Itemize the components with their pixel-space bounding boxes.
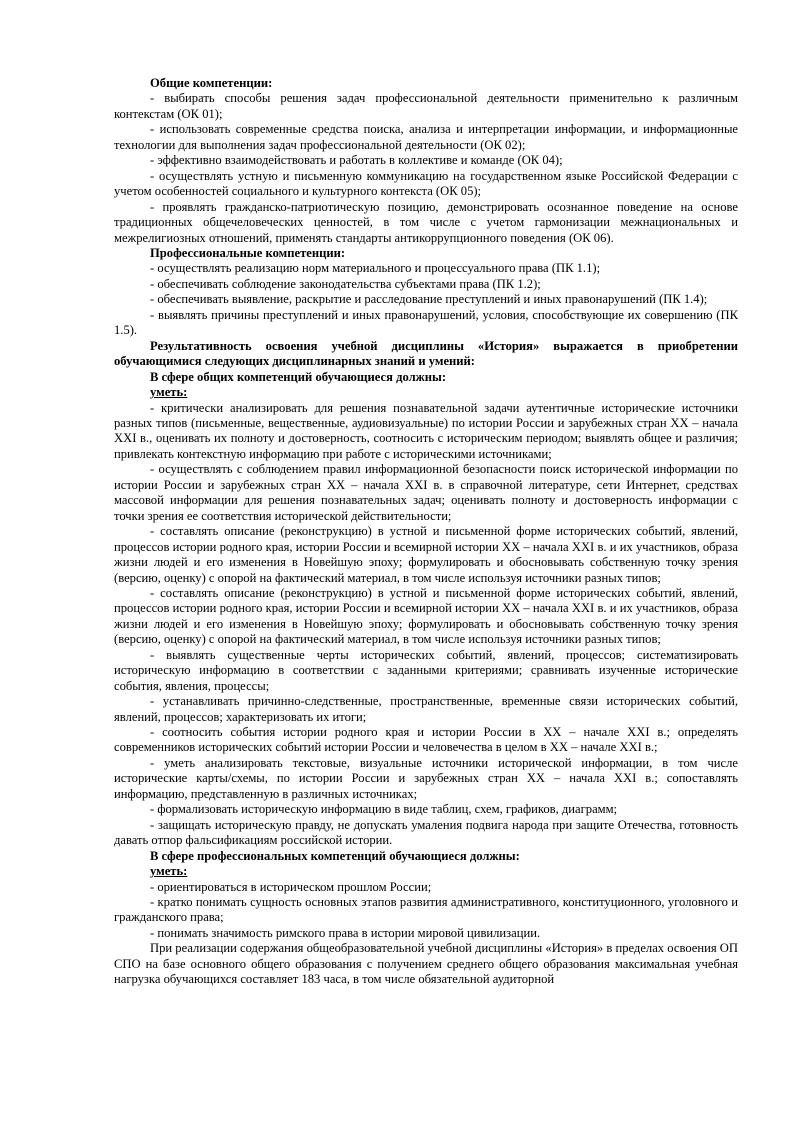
list-item: - ориентироваться в историческом прошлом России; <box>150 879 432 894</box>
list-item: - понимать значимость римского права в истории мировой цивилизации. <box>150 925 541 940</box>
list-item: - составлять описание (реконструкцию) в устной и письменной форме исторических событий, явлений, процессов истории родного края, истории России и всемирной истории XX – начала XXI в. и их участников, образа жизни людей и его изменения в Новейшую эпоху; формулировать и обосновывать собственную точку зрения (версию, оценку) с опорой на фактический материал, в том числе используя источники разных типов; <box>114 585 738 647</box>
list-item: - выявлять существенные черты исторических событий, явлений, процессов; систематизировать историческую информацию в соответствии с заданными критериями; сравнивать изученные исторические события, явления, процессы; <box>114 647 738 693</box>
subheading-skills: уметь: <box>150 385 188 400</box>
list-item: - эффективно взаимодействовать и работать в коллективе и команде (ОК 04); <box>150 153 563 168</box>
list-item: - осуществлять устную и письменную коммуникацию на государственном языке Российской Федерации с учетом особенностей социального и культурного контекста (ОК 05); <box>114 168 738 199</box>
list-item: - формализовать историческую информацию в виде таблиц, схем, графиков, диаграмм; <box>150 802 618 817</box>
subheading-skills: уметь: <box>150 864 188 879</box>
list-item: - соотносить события истории родного края и истории России в XX – начале XXI в.; определять современников исторических событий истории России и человечества в целом в XX – начале XXI в.; <box>114 725 738 755</box>
heading-professional-sphere: В сфере профессиональных компетенций обучающиеся должны: <box>150 848 520 863</box>
list-item: - устанавливать причинно-следственные, пространственные, временные связи исторических событий, явлений, процессов; характеризовать их итоги; <box>114 694 738 724</box>
list-item: - обеспечивать выявление, раскрытие и расследование преступлений и иных правонарушений (ПК 1.4); <box>150 292 708 307</box>
list-item: - кратко понимать сущность основных этапов развития административного, конституционного, уголовного и гражданского права; <box>114 895 738 925</box>
document-body <box>114 76 738 988</box>
list-item: - использовать современные средства поиска, анализа и интерпретации информации, и информационные технологии для выполнения задач профессиональной деятельности (ОК 02); <box>114 122 738 152</box>
body-paragraph: При реализации содержания общеобразовательной учебной дисциплины «История» в пределах освоения ОП СПО на базе основного общего образования с получением среднего общего образования максимальная учебная нагрузка обучающихся составляет 183 часа, в том числе обязательной аудиторной <box>114 941 738 987</box>
list-item: - составлять описание (реконструкцию) в устной и письменной форме исторических событий, явлений, процессов истории родного края, истории России и всемирной истории XX – начала XXI в. и их участников, образа жизни людей и его изменения в Новейшую эпоху; формулировать и обосновывать собственную точку зрения (версию, оценку) с опорой на фактический материал, в том числе используя источники разных типов; <box>114 524 738 585</box>
list-item: - уметь анализировать текстовые, визуальные источники исторической информации, в том числе исторические карты/схемы, по истории России и зарубежных стран XX – начала XXI в.; сопоставлять информацию, представленную в различных источниках; <box>114 755 738 801</box>
list-item: - обеспечивать соблюдение законодательства субъектами права (ПК 1.2); <box>150 276 541 291</box>
heading-general-sphere: В сфере общих компетенций обучающиеся должны: <box>150 369 447 384</box>
list-item: - выбирать способы решения задач профессиональной деятельности применительно к различным контекстам (ОК 01); <box>114 91 738 121</box>
heading-general-competencies: Общие компетенции: <box>150 76 273 90</box>
list-item: - критически анализировать для решения познавательной задачи аутентичные исторические источники разных типов (письменные, вещественные, аудиовизуальные) по истории России и зарубежных стран XX – начала XXI в., оценивать их полноту и достоверность, соотносить с историческим периодом; выявлять общее и различия; привлекать контекстную информацию при работе с историческими источниками; <box>114 400 738 461</box>
heading-results: Результативность освоения учебной дисциплины «История» выражается в приобретении обучающимися следующих дисциплинарных знаний и умений: <box>114 338 738 369</box>
list-item: - проявлять гражданско-патриотическую позицию, демонстрировать осознанное поведение на основе традиционных общечеловеческих ценностей, в том числе с учетом гармонизации межнациональных и межрелигиозных отношений, применять стандарты антикоррупционного поведения (ОК 06). <box>114 199 738 245</box>
list-item: - осуществлять реализацию норм материального и процессуального права (ПК 1.1); <box>150 261 601 276</box>
list-item: - выявлять причины преступлений и иных правонарушений, условия, способствующие их совершению (ПК 1.5). <box>114 307 738 338</box>
heading-professional-competencies: Профессиональные компетенции: <box>150 245 346 260</box>
list-item: - осуществлять с соблюдением правил информационной безопасности поиск исторической информации по истории России и зарубежных стран XX – начала XXI в. в справочной литературе, сети Интернет, средствах массовой информации для решения познавательных задач; оценивать полноту и достоверность информации с точки зрения ее соответствия исторической действительности; <box>114 462 738 523</box>
list-item: - защищать историческую правду, не допускать умаления подвига народа при защите Отечества, готовность давать отпор фальсификациям российской истории. <box>114 817 738 848</box>
